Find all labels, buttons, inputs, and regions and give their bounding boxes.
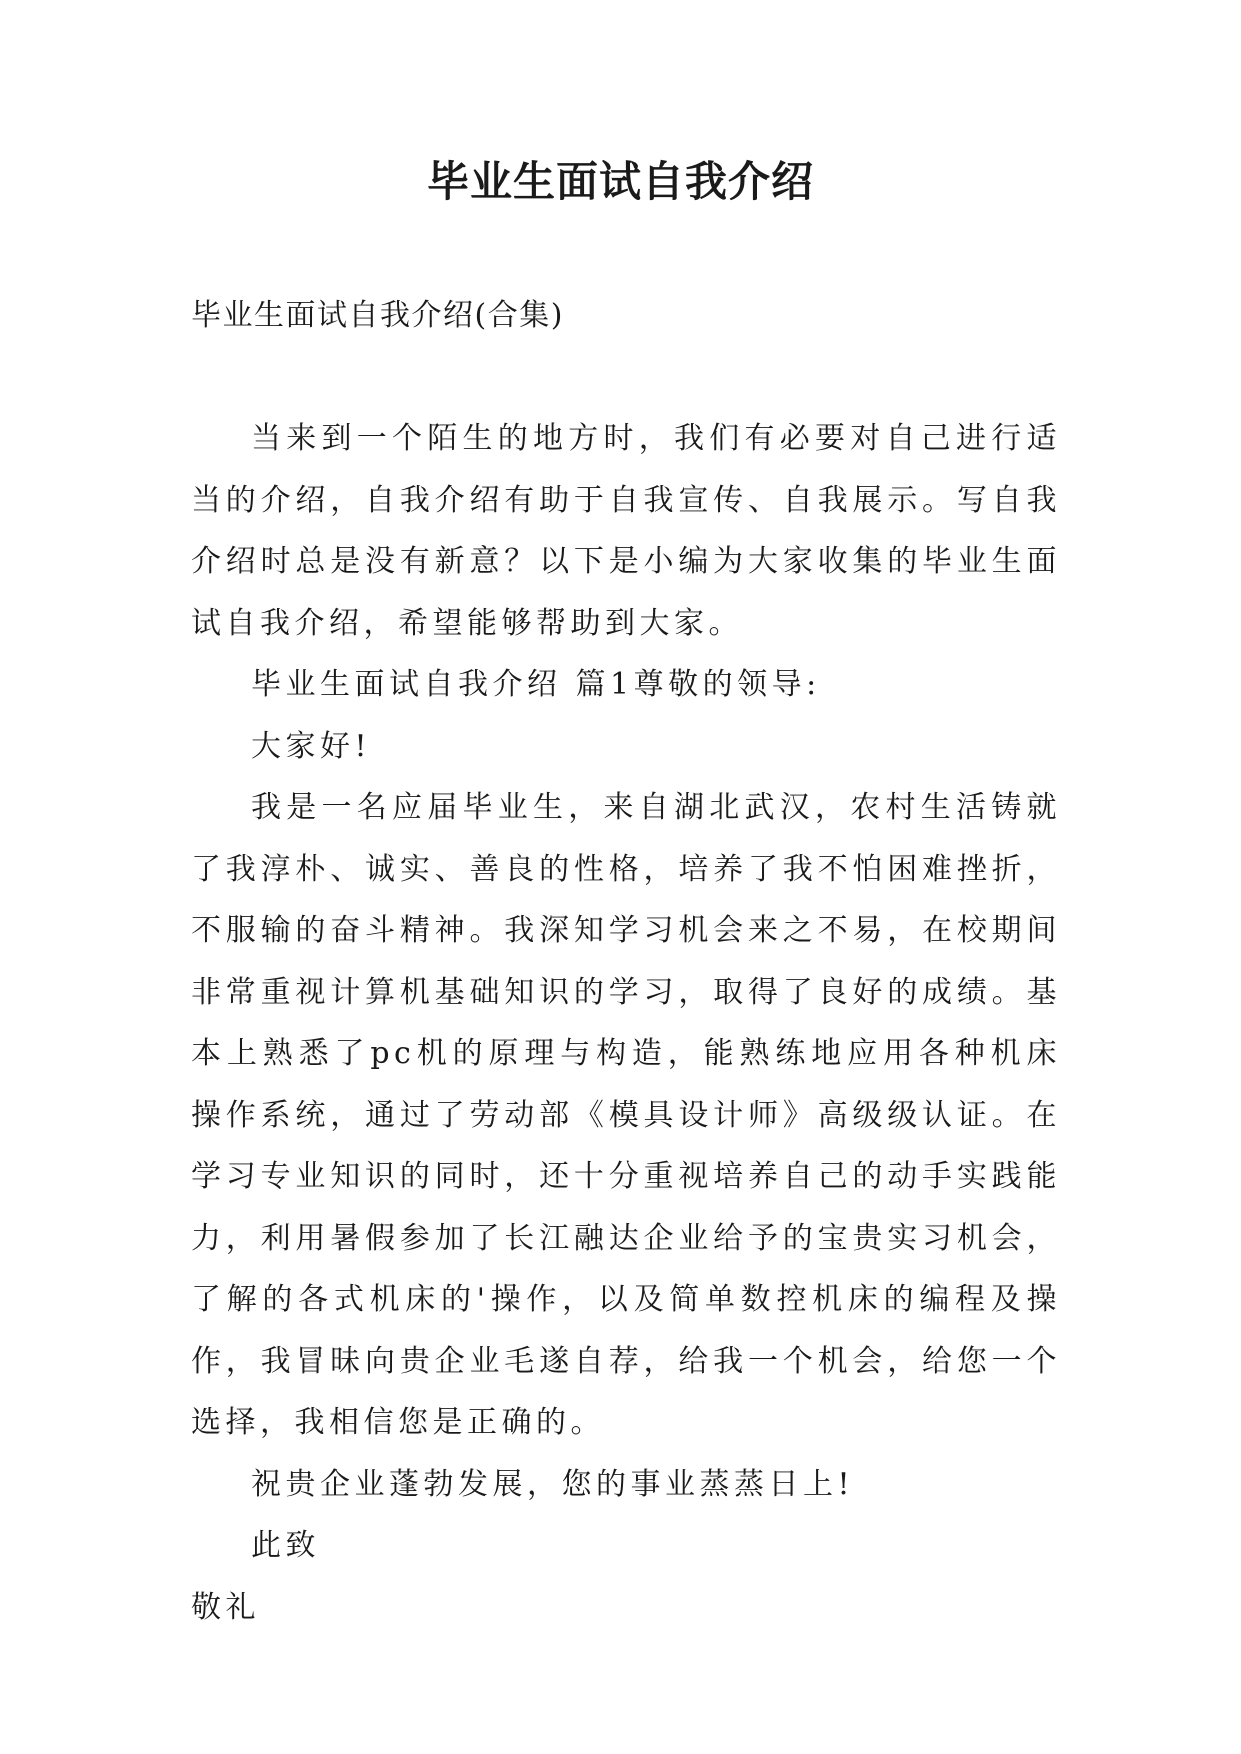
greeting-paragraph: 大家好! — [251, 728, 372, 764]
document-title: 毕业生面试自我介绍 — [426, 157, 814, 206]
intro-paragraph: 当来到一个陌生的地方时，我们有必要对自己进行适当的介绍，自我介绍有助于自我宣传、自我展示。写自我介绍时总是没有新意？以下是小编为大家收集的毕业生面试自我介绍，希望能够帮助到大家。 — [191, 421, 1061, 641]
section-heading-paragraph: 毕业生面试自我介绍 篇1尊敬的领导: — [251, 667, 821, 702]
closing-wish-paragraph: 祝贵企业蓬勃发展，您的事业蒸蒸日上! — [251, 1466, 855, 1502]
document-body — [191, 408, 1061, 1638]
self-introduction-paragraph: 我是一名应届毕业生，来自湖北武汉，农村生活铸就了我淳朴、诚实、善良的性格，培养了我不怕困难挫折，不服输的奋斗精神。我深知学习机会来之不易，在校期间非常重视计算机基础知识的学习，取得了良好的成绩。基本上熟悉了pc机的原理与构造，能熟练地应用各种机床操作系统，通过了劳动部《模具设计师》高级级认证。在学习专业知识的同时，还十分重视培养自己的动手实践能力，利用暑假参加了长江融达企业给予的宝贵实习机会，了解的各式机床的'操作，以及简单数控机床的编程及操作，我冒昧向贵企业毛遂自荐，给我一个机会，给您一个选择，我相信您是正确的。 — [191, 790, 1061, 1440]
closing-phrase-paragraph: 此致 — [251, 1528, 320, 1563]
salutation-paragraph: 敬礼 — [191, 1589, 260, 1625]
document-subtitle: 毕业生面试自我介绍(合集) — [191, 298, 564, 333]
